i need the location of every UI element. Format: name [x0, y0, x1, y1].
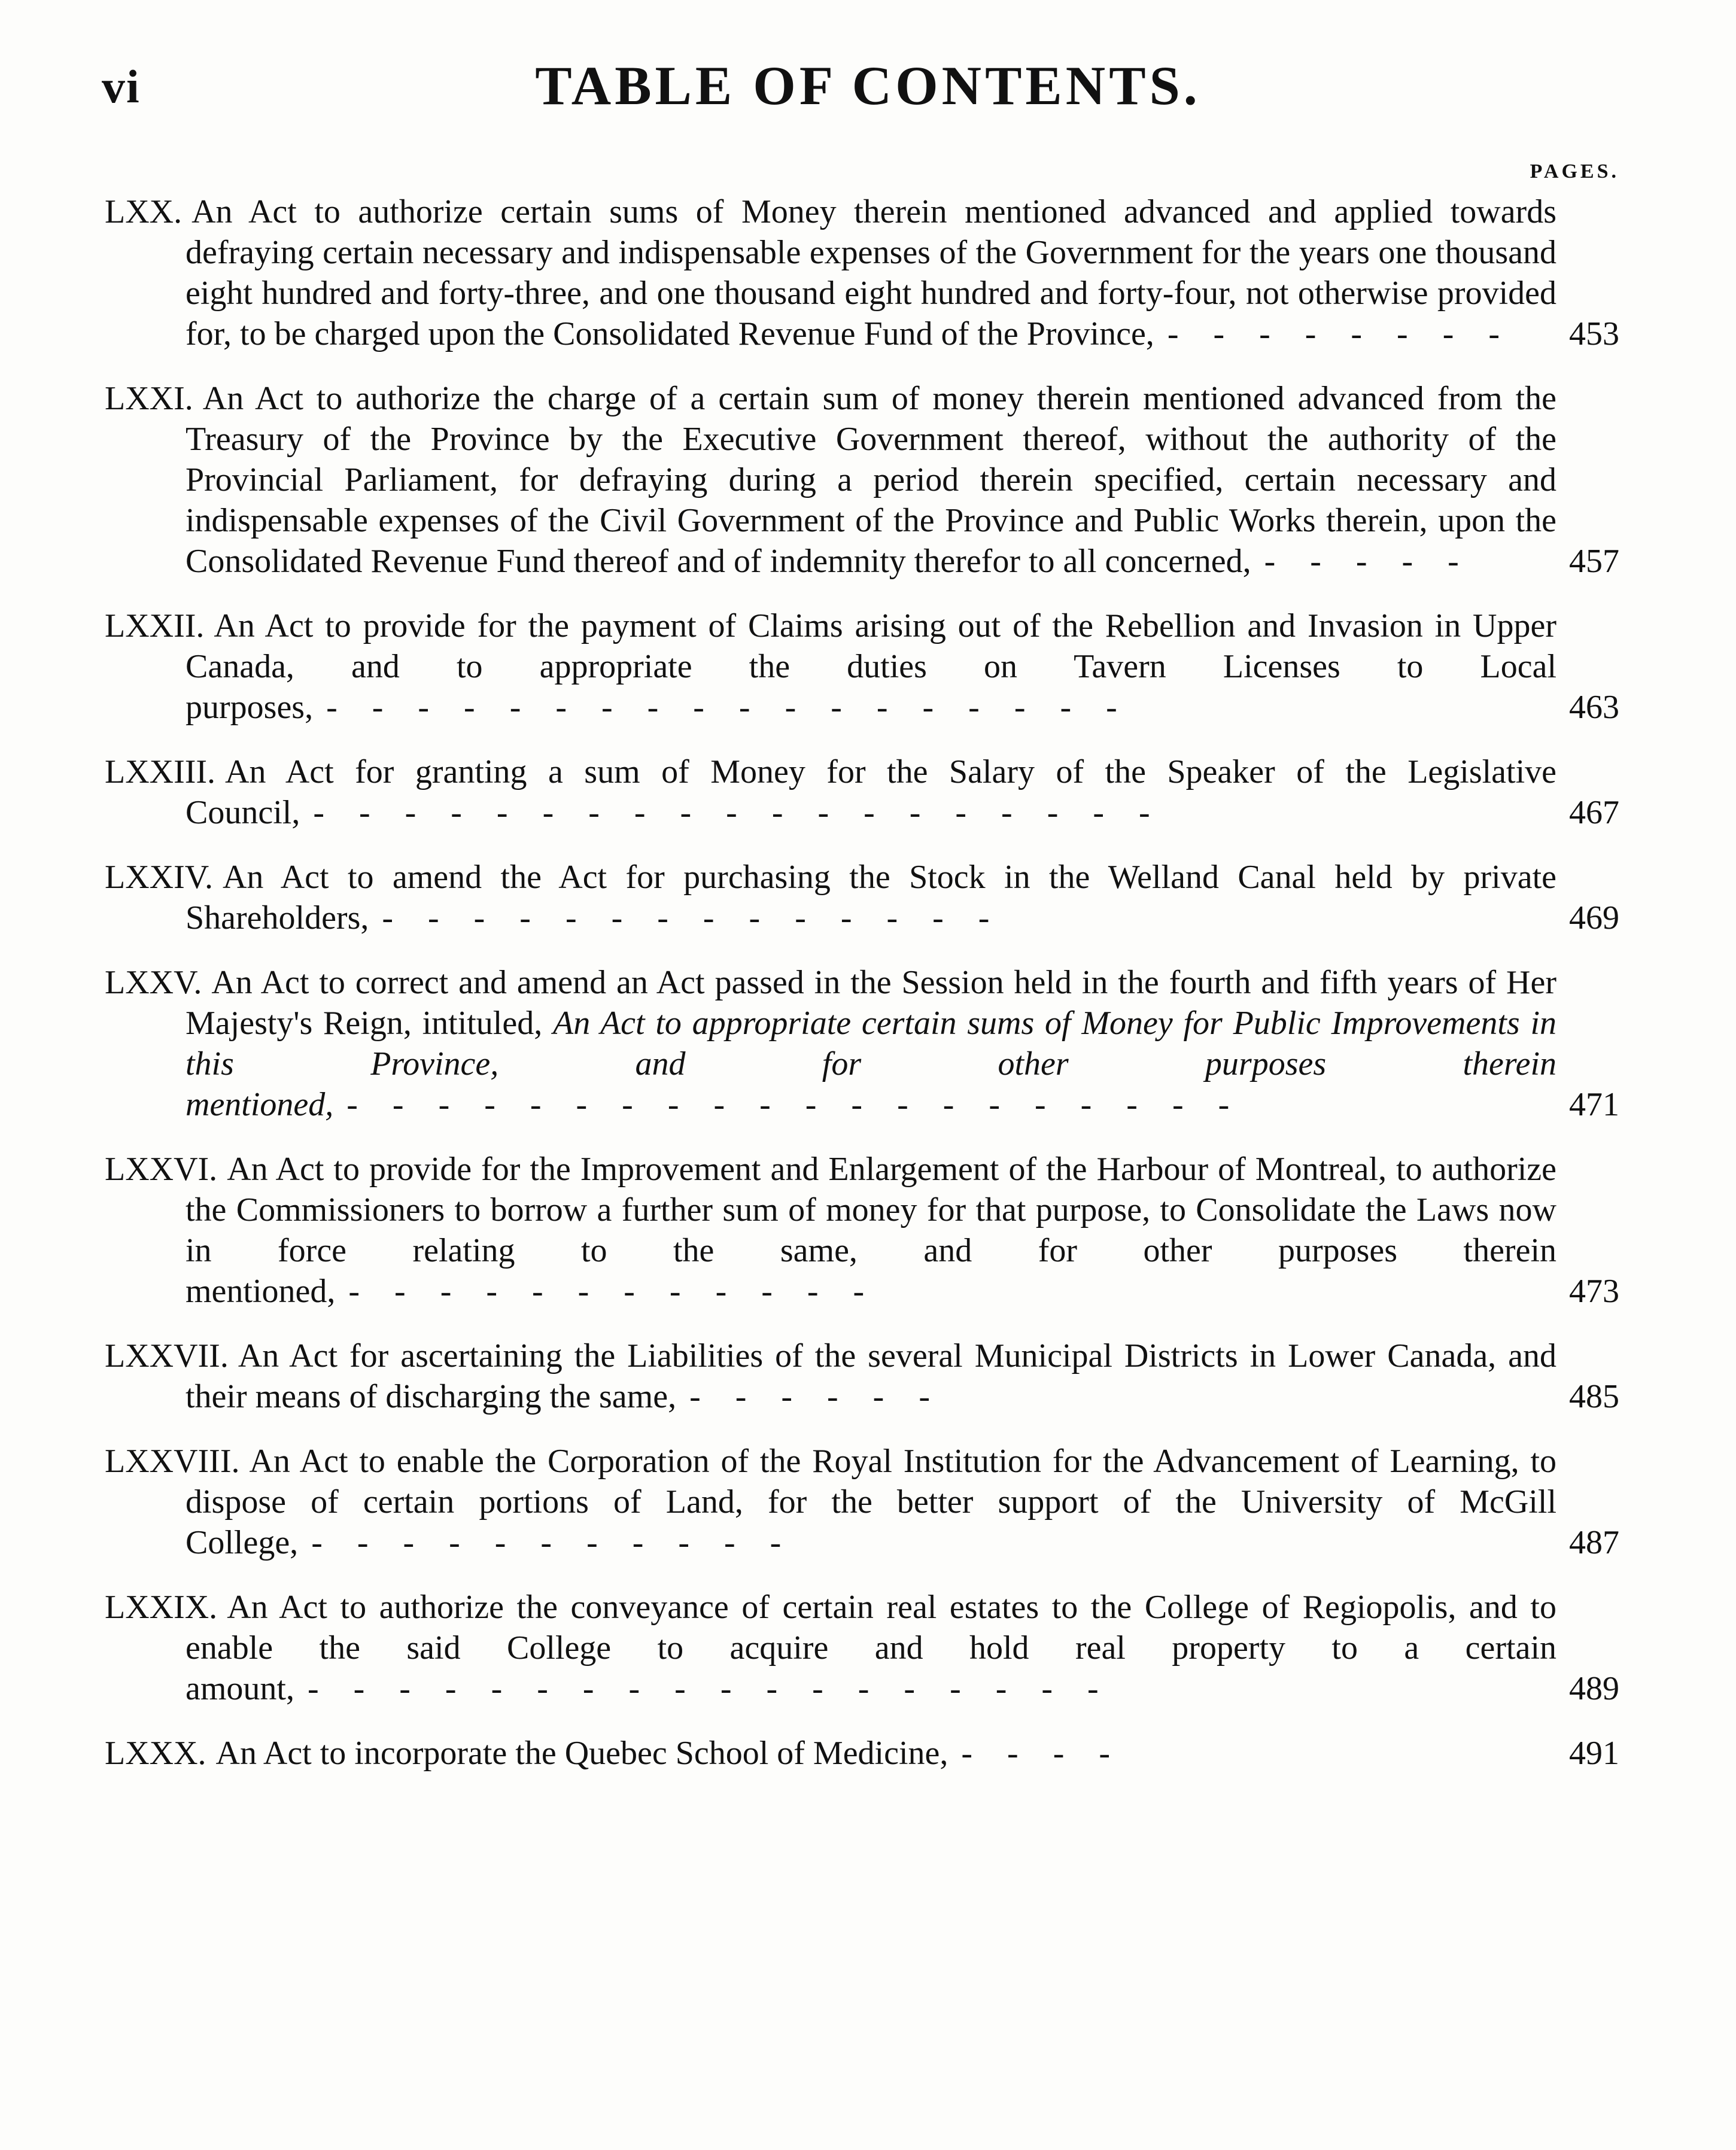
entry-text-block	[105, 962, 1556, 1125]
chapter-number: LXXIII.	[105, 753, 216, 790]
toc-entry	[0, 857, 1736, 938]
leader-dots: - - - - - - - - - - - - - - - - - - -	[313, 794, 1163, 831]
entry-text-block	[105, 752, 1556, 833]
chapter-title: An Act to authorize certain sums of Money therein mentioned advanced and applied towards defraying certain necessary and indispensable expenses of the Government for the years one thousand eight hundred and forty-three, and one thousand eight hundred and forty-four, not otherwise provided for, to be charged upon the Consolidated Revenue Fund of the Province,	[186, 193, 1556, 352]
entry-text-block	[105, 1733, 1556, 1774]
table-of-contents	[0, 191, 1736, 1798]
chapter-number: LXXII.	[105, 607, 205, 644]
page-number: 457	[1569, 543, 1619, 580]
leader-dots: - - - - - - - - - - - - - - - - - -	[307, 1670, 1112, 1707]
page-number: 487	[1569, 1524, 1619, 1561]
page-number: 489	[1569, 1670, 1619, 1707]
chapter-title: An Act for granting a sum of Money for the Salary of the Speaker of the Legislative Council,	[186, 753, 1556, 831]
page-folio: vi	[102, 60, 141, 112]
chapter-title: An Act to incorporate the Quebec School of Medicine,	[215, 1735, 948, 1772]
chapter-number: LXXVIII.	[105, 1443, 240, 1480]
toc-entry	[0, 1587, 1736, 1709]
toc-entry	[0, 1149, 1736, 1312]
entry-text-block	[105, 1587, 1556, 1709]
chapter-number: LXXVII.	[105, 1337, 229, 1374]
chapter-number: LXXV.	[105, 964, 202, 1001]
toc-entry	[0, 752, 1736, 833]
entry-text-block	[105, 606, 1556, 728]
chapter-title-italic: An Act to appropriate certain sums of Money for Public Improvements in this Province, and for other purposes therein mentioned,	[186, 1005, 1556, 1123]
page-number: 491	[1569, 1735, 1619, 1772]
chapter-title: An Act to correct and amend an Act passed in the Session held in the fourth and fifth years of Her Majesty's Reign, intituled,	[186, 964, 1556, 1042]
chapter-title: An Act to enable the Corporation of the Royal Institution for the Advancement of Learning, to dispose of certain portions of Land, for the better support of the University of McGill College,	[186, 1443, 1556, 1561]
leader-dots: - - - - -	[1264, 543, 1472, 580]
page-number: 485	[1569, 1378, 1619, 1415]
leader-dots: - - - - - - - - - - -	[311, 1524, 795, 1561]
leader-dots: - - - - - - - -	[1167, 315, 1513, 352]
page-number: 463	[1569, 689, 1619, 726]
leader-dots: - - - - - - - - - - - -	[348, 1273, 878, 1310]
toc-entry	[0, 1336, 1736, 1417]
page-number: 453	[1569, 315, 1619, 352]
entry-text-block	[105, 1441, 1556, 1563]
entry-text-block	[105, 1149, 1556, 1312]
toc-entry	[0, 962, 1736, 1125]
toc-entry	[0, 1733, 1736, 1774]
toc-entry	[0, 191, 1736, 354]
chapter-title: An Act to amend the Act for purchasing the Stock in the Welland Canal held by private Shareholders,	[186, 859, 1556, 936]
toc-entry	[0, 378, 1736, 582]
page-number: 467	[1569, 794, 1619, 831]
page-header	[0, 48, 1736, 120]
chapter-number: LXXI.	[105, 380, 193, 417]
toc-entry	[0, 1441, 1736, 1563]
chapter-title: An Act to provide for the payment of Claims arising out of the Rebellion and Invasion in Upper Canada, and to appropriate the duties on Tavern Licenses to Local purposes,	[186, 607, 1556, 726]
leader-dots: - - - - - - - - - - - - - -	[382, 899, 1003, 936]
page-number: 471	[1569, 1086, 1619, 1123]
leader-dots: - - - - - -	[689, 1378, 943, 1415]
entry-text-block	[105, 191, 1556, 354]
chapter-number: LXXIV.	[105, 859, 213, 896]
chapter-title: An Act to provide for the Improvement and Enlargement of the Harbour of Montreal, to authorize the Commissioners to borrow a further sum of money for that purpose, to Consolidate the Laws now in force relating to the same, and for other purposes therein mentioned,	[186, 1151, 1556, 1310]
page-number: 469	[1569, 899, 1619, 936]
leader-dots: - - - - - - - - - - - - - - - - - - - -	[346, 1086, 1243, 1123]
chapter-number: LXXX.	[105, 1735, 206, 1772]
chapter-title: An Act to authorize the charge of a certain sum of money therein mentioned advanced from the Treasury of the Province by the Executive Government thereof, without the authority of the Provincial Parliament, for defraying during a period therein specified, certain necessary and indispensable expenses of the Civil Government of the Province and Public Works therein, upon the Consolidated Revenue Fund thereof and of indemnity therefor to all concerned,	[186, 380, 1556, 580]
chapter-title: An Act for ascertaining the Liabilities of the several Municipal Districts in Lower Canada, and their means of discharging the same,	[186, 1337, 1556, 1415]
leader-dots: - - - - - - - - - - - - - - - - - -	[326, 689, 1130, 726]
entry-text-block	[105, 1336, 1556, 1417]
toc-entry	[0, 606, 1736, 728]
page-title: TABLE OF CONTENTS.	[535, 55, 1201, 116]
page-number: 473	[1569, 1273, 1619, 1310]
chapter-title: An Act to authorize the conveyance of certain real estates to the College of Regiopolis, and to enable the said College to acquire and hold real property to a certain amount,	[186, 1589, 1556, 1707]
chapter-number: LXXIX.	[105, 1589, 218, 1626]
leader-dots: - - - -	[961, 1735, 1123, 1772]
pages-column-label: PAGES.	[1530, 160, 1619, 183]
entry-text-block	[105, 857, 1556, 938]
entry-text-block	[105, 378, 1556, 582]
chapter-number: LXX.	[105, 193, 183, 230]
chapter-number: LXXVI.	[105, 1151, 218, 1188]
